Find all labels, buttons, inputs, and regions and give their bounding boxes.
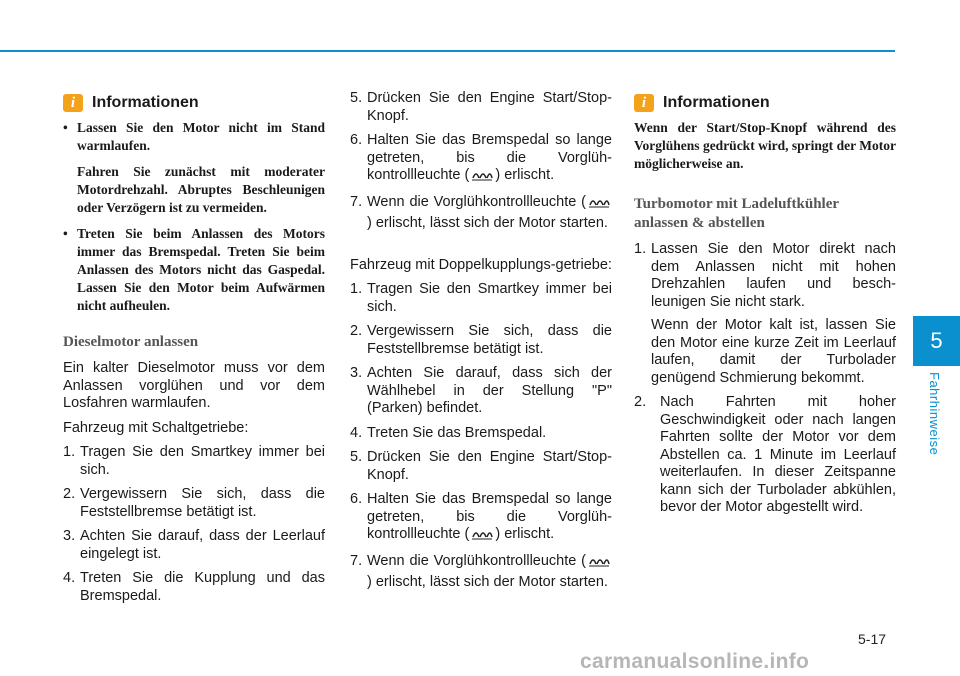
info-bullet: • Lassen Sie den Motor nicht im Stand warmlaufen. Fahren Sie zunächst mit moderater Motordrehzahl. Abruptes Beschleunigen oder Verzögern ist zu vermeiden. (63, 120, 325, 215)
right-column (634, 90, 896, 524)
list-item: 3. Achten Sie darauf, dass der Leerlauf eingelegt ist. (63, 528, 325, 562)
list-item: 7. Wenn die Vorglühkontrollleuchte () erlischt, lässt sich der Motor starten. (350, 192, 612, 234)
glow-plug-icon (588, 196, 610, 208)
chapter-title: Fahrhinweise (927, 372, 942, 456)
glow-plug-icon (471, 169, 493, 181)
info-icon: i (63, 94, 83, 112)
info-title: Informationen (663, 94, 770, 111)
list-item: 5. Drücken Sie den Engine Start/Stop-Knopf. (350, 449, 612, 483)
list-item: 7. Wenn die Vorglühkontrollleuchte () erlischt, lässt sich der Motor starten. (350, 551, 612, 593)
list-item: 6. Halten Sie das Bremspedal so lange getreten, bis die Vorglüh-kontrollleuchte ( ) erlischt. (350, 491, 612, 542)
list-item: 1. Tragen Sie den Smartkey immer bei sich. (350, 281, 612, 315)
bullet-text: Fahren Sie zunächst mit moderater Motordrehzahl. Abruptes Beschleunigen oder Verzögern ist zu vermeiden. (77, 164, 325, 215)
list-item-note: Wenn der Motor kalt ist, lassen Sie den Motor eine kurze Zeit im Leerlauf laufen, damit der Turbolader genügend Schmierung bekommt. (651, 317, 896, 386)
info-heading (63, 92, 325, 114)
list-item: 4. Treten Sie das Bremspedal. (350, 424, 547, 441)
list-item: 2. Vergewissern Sie sich, dass die Feststellbremse betätigt ist. (350, 323, 612, 357)
info-text: Wenn der Start/Stop-Knopf während des Vorglühens gedrückt wird, springt der Motor möglicherweise an. (634, 120, 896, 171)
chapter-tab: 5 (913, 316, 960, 366)
glow-plug-icon (588, 555, 610, 567)
list-item: 3. Achten Sie darauf, dass sich der Wählhebel in der Stellung "P" (Parken) befindet. (350, 365, 612, 416)
list-item: 5. Drücken Sie den Engine Start/Stop-Knopf. (350, 90, 612, 124)
bullet-text: Lassen Sie den Motor nicht im Stand warmlaufen. (77, 120, 325, 153)
list-item: 2. Vergewissern Sie sich, dass die Feststellbremse betätigt ist. (63, 486, 325, 520)
subtitle: Fahrzeug mit Doppelkupplungs-getriebe: (350, 256, 612, 273)
bullet-text: Treten Sie beim Anlassen des Motors immer das Bremspedal. Treten Sie beim Anlassen des Motors nicht das Gaspedal. Lassen Sie den Motor beim Aufwärmen nicht aufheulen. (77, 226, 325, 313)
info-title: Informationen (92, 94, 199, 111)
info-bullet: • Treten Sie beim Anlassen des Motors immer das Bremspedal. Treten Sie beim Anlassen des Motors nicht das Gaspedal. Lassen Sie den Motor beim Aufwärmen nicht aufheulen. (63, 226, 325, 313)
info-icon: i (634, 94, 654, 112)
middle-column (350, 90, 612, 600)
intro-paragraph: Ein kalter Dieselmotor muss vor dem Anlassen vorglühen und vor dem Losfahren warmlaufen. (63, 360, 325, 411)
glow-plug-icon (471, 528, 493, 540)
top-rule (0, 50, 895, 52)
list-item: 1. Lassen Sie den Motor direkt nach dem Anlassen nicht mit hohen Drehzahlen laufen und besch-leunigen Sie nicht stark. Wenn der Motor kalt ist, lassen Sie den Motor eine kurze Zeit im Leerlauf laufen, damit der Turbolader genügend Schmierung bekommt. (634, 241, 896, 386)
left-column (63, 90, 325, 612)
section-title: Turbomotor mit Ladeluftkühler anlassen & abstellen (634, 196, 839, 231)
list-item: 4. Treten Sie die Kupplung und das Bremspedal. (63, 570, 325, 604)
list-item: 2. Nach Fahrten mit hoher Geschwindigkeit oder nach langen Fahrten sollte der Motor vor dem Abstellen ca. 1 Minute im Leerlauf weiterlaufen. In dieser Zeitspanne kann sich der Turbolader abkühlen, bevor der Motor abgestellt wird. (634, 394, 896, 515)
section-title: Dieselmotor anlassen (63, 334, 199, 350)
list-item: 6. Halten Sie das Bremspedal so lange getreten, bis die Vorglüh-kontrollleuchte ( ) erlischt. (350, 132, 612, 183)
subtitle: Fahrzeug mit Schaltgetriebe: (63, 419, 249, 436)
watermark: carmanualsonline.info (580, 650, 810, 673)
info-heading (634, 92, 896, 114)
page-number: 5-17 (858, 631, 887, 647)
info-box (63, 119, 325, 315)
list-item: 1. Tragen Sie den Smartkey immer bei sich. (63, 444, 325, 478)
